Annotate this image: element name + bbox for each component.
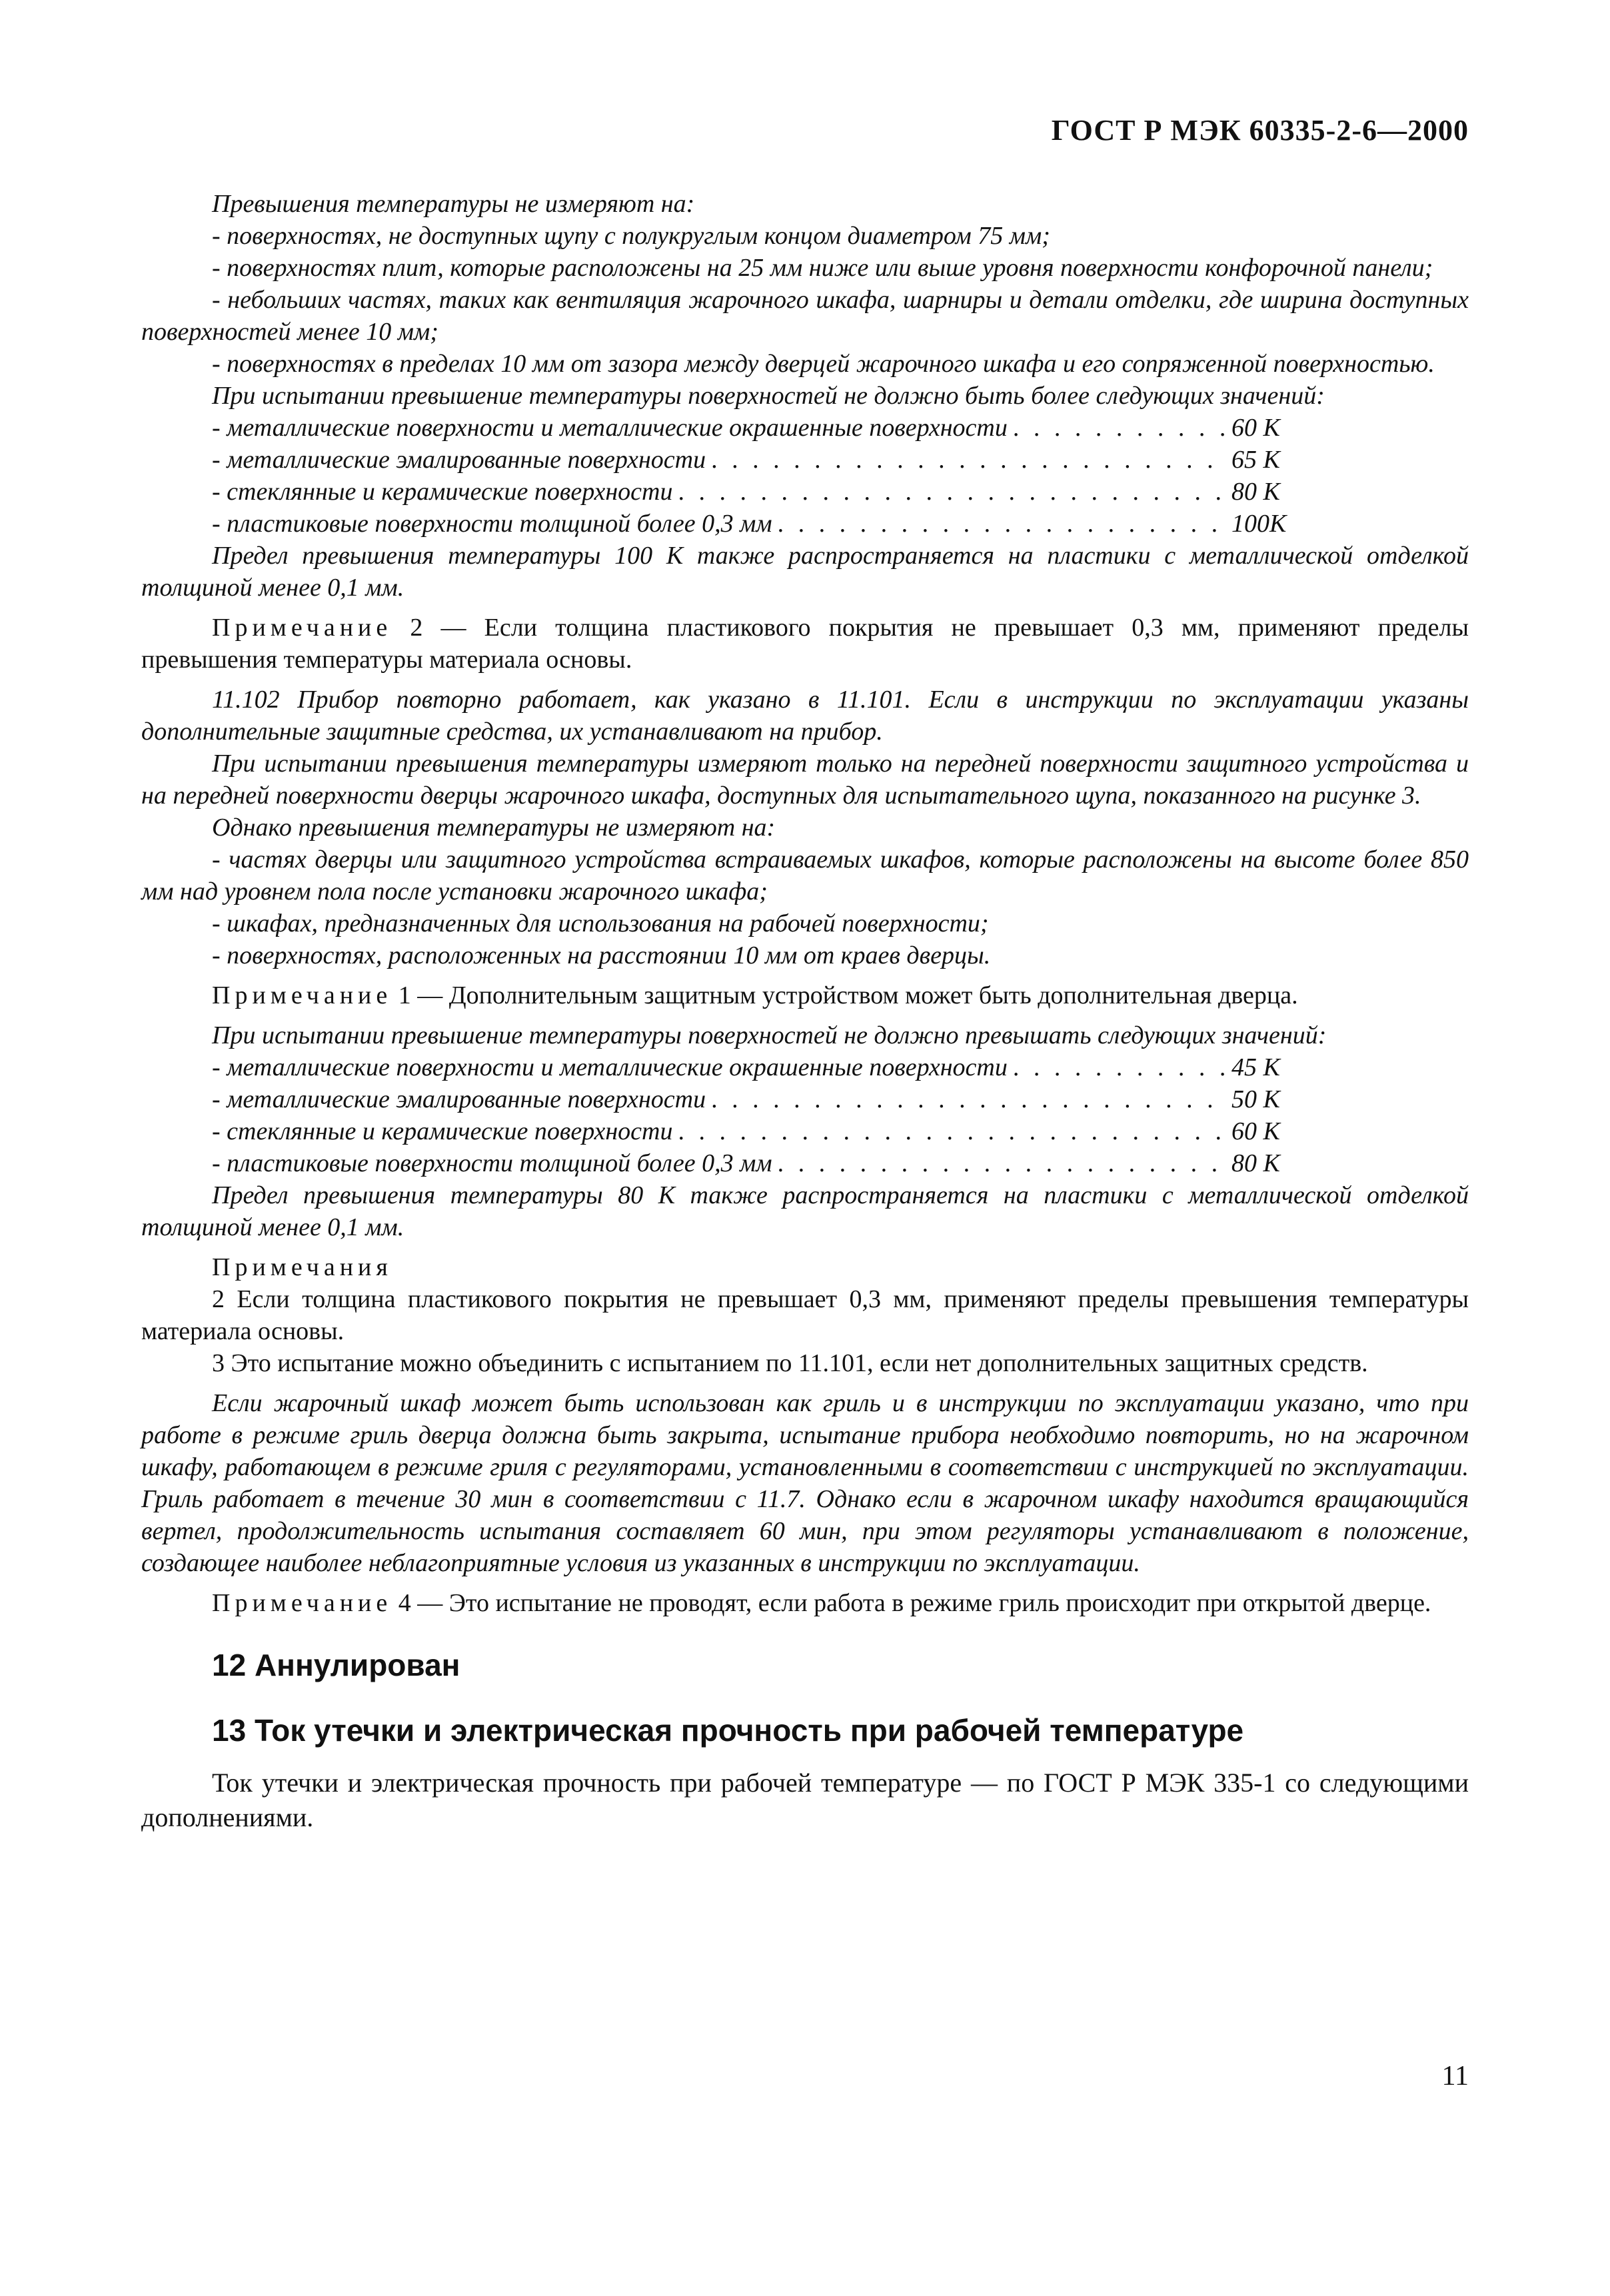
leader-dots: [678, 1115, 1226, 1147]
list-item: - частях дверцы или защитного устройства встраиваемых шкафов, которые расположены на высоте более 850 мм над уровнем пола после установки жарочного шкафа;: [141, 846, 1469, 905]
limits-table-1: [141, 412, 1469, 540]
leader-dots: [1013, 412, 1226, 444]
limit-row: [141, 1051, 1310, 1083]
leader-dots: [711, 1083, 1226, 1115]
note-text: 2 — Если толщина пластикового покрытия не превышает 0,3 мм, применяют пределы превышения температуры материала основы.: [141, 614, 1469, 674]
limit-row: [141, 1147, 1310, 1179]
paragraph: Если жарочный шкаф может быть использован как гриль и в инструкции по эксплуатации указано, что при работе в режиме гриль дверца должна быть закрыта, испытание прибора необходимо повторить, но на жарочном шкафу, работающем в режиме гриля с регуляторами, установленными в соответствии с инструкцией по эксплуатации. Гриль работает в течение 30 мин в соответствии с 11.7. Однако если в жарочном шкафу находится вращающийся вертел, продолжительность испытания составляет 60 мин, при этом регуляторы устанавливают в положение, создающее наиболее неблагоприятные условия из указанных в инструкции по эксплуатации.: [141, 1389, 1469, 1577]
paragraph: Предел превышения температуры 80 К также распространяется на пластики с металлической отделкой толщиной менее 0,1 мм.: [141, 1181, 1469, 1241]
document-code-header: ГОСТ Р МЭК 60335-2-6—2000: [1051, 114, 1469, 147]
note: [141, 612, 1469, 676]
limit-label: - пластиковые поверхности толщиной более 0,3 мм: [212, 510, 772, 538]
limit-label: - металлические эмалированные поверхности: [212, 446, 706, 474]
paragraph: При испытании превышение температуры поверхностей не должно превышать следующих значений:: [212, 1021, 1327, 1049]
list-item: - поверхностях плит, которые расположены на 25 мм ниже или выше уровня поверхности конфорочной панели;: [212, 254, 1433, 282]
paragraph: Ток утечки и электрическая прочность при рабочей температуре — по ГОСТ Р МЭК 335-1 со следующими дополнениями.: [141, 1768, 1469, 1832]
list-item: - небольших частях, таких как вентиляция жарочного шкафа, шарниры и детали отделки, где ширина доступных поверхностей менее 10 мм;: [141, 286, 1469, 346]
page-content: [141, 188, 1469, 1835]
limit-row: [141, 508, 1310, 540]
note: [141, 979, 1469, 1011]
paragraph: При испытании превышения температуры измеряют только на передней поверхности защитного устройства и на передней поверхности дверцы жарочного шкафа, доступных для испытательного щупа, показанного на рисунке 3.: [141, 750, 1469, 810]
page-number: 11: [1441, 2061, 1469, 2091]
limit-label: - стеклянные и керамические поверхности: [212, 478, 673, 506]
list-item: - поверхностях в пределах 10 мм от зазора между дверцей жарочного шкафа и его сопряженной поверхностью.: [212, 350, 1435, 378]
limit-row: [141, 1083, 1310, 1115]
limit-value: 65 К: [1231, 446, 1280, 474]
limit-label: - металлические поверхности и металлические окрашенные поверхности: [212, 414, 1008, 442]
limit-row: [141, 476, 1310, 508]
note-label: Примечание: [212, 981, 393, 1009]
limit-row: [141, 444, 1310, 476]
leader-dots: [778, 1147, 1226, 1179]
leader-dots: [678, 476, 1226, 508]
limit-value: 80 К: [1231, 1149, 1280, 1177]
limit-label: - металлические поверхности и металлические окрашенные поверхности: [212, 1053, 1008, 1081]
list-item: - поверхностях, не доступных щупу с полукруглым концом диаметром 75 мм;: [212, 222, 1050, 250]
limit-row: [141, 412, 1310, 444]
note-text: 1 — Дополнительным защитным устройством может быть дополнительная дверца.: [392, 981, 1298, 1009]
list-item: - шкафах, предназначенных для использования на рабочей поверхности;: [212, 909, 989, 937]
section-heading-13: 13 Ток утечки и электрическая прочность при рабочей температуре: [212, 1713, 1244, 1748]
leader-dots: [711, 444, 1226, 476]
paragraph: 11.102 Прибор повторно работает, как указано в 11.101. Если в инструкции по эксплуатации указаны дополнительные защитные средства, их устанавливают на прибор.: [141, 686, 1469, 746]
paragraph: Однако превышения температуры не измеряют на:: [212, 814, 776, 842]
limit-label: - стеклянные и керамические поверхности: [212, 1117, 673, 1145]
limit-value: 60 К: [1231, 1117, 1280, 1145]
note: 3 Это испытание можно объединить с испытанием по 11.101, если нет дополнительных защитных средств.: [212, 1349, 1368, 1377]
limit-value: 50 К: [1231, 1085, 1280, 1113]
leader-dots: [778, 508, 1226, 540]
limit-value: 100К: [1231, 510, 1287, 538]
note: 2 Если толщина пластикового покрытия не превышает 0,3 мм, применяют пределы превышения температуры материала основы.: [141, 1285, 1469, 1345]
limit-row: [141, 1115, 1310, 1147]
note-text: 4 — Это испытание не проводят, если работа в режиме гриль происходит при открытой дверце.: [392, 1589, 1431, 1617]
list-item: - поверхностях, расположенных на расстоянии 10 мм от краев дверцы.: [212, 941, 991, 969]
limit-value: 45 К: [1231, 1053, 1280, 1081]
note: [141, 1587, 1469, 1619]
limits-table-2: [141, 1051, 1469, 1179]
section-heading-12: 12 Аннулирован: [212, 1648, 460, 1682]
leader-dots: [1013, 1051, 1226, 1083]
note-label: Примечание: [212, 614, 393, 642]
limit-value: 60 К: [1231, 414, 1280, 442]
limit-label: - пластиковые поверхности толщиной более 0,3 мм: [212, 1149, 772, 1177]
limit-value: 80 К: [1231, 478, 1280, 506]
paragraph: Предел превышения температуры 100 К также распространяется на пластики с металлической отделкой толщиной менее 0,1 мм.: [141, 542, 1469, 602]
limit-label: - металлические эмалированные поверхности: [212, 1085, 706, 1113]
notes-heading: Примечания: [212, 1253, 393, 1281]
note-label: Примечание: [212, 1589, 393, 1617]
paragraph: При испытании превышение температуры поверхностей не должно быть более следующих значений:: [212, 382, 1325, 410]
paragraph: Превышения температуры не измеряют на:: [212, 190, 695, 218]
